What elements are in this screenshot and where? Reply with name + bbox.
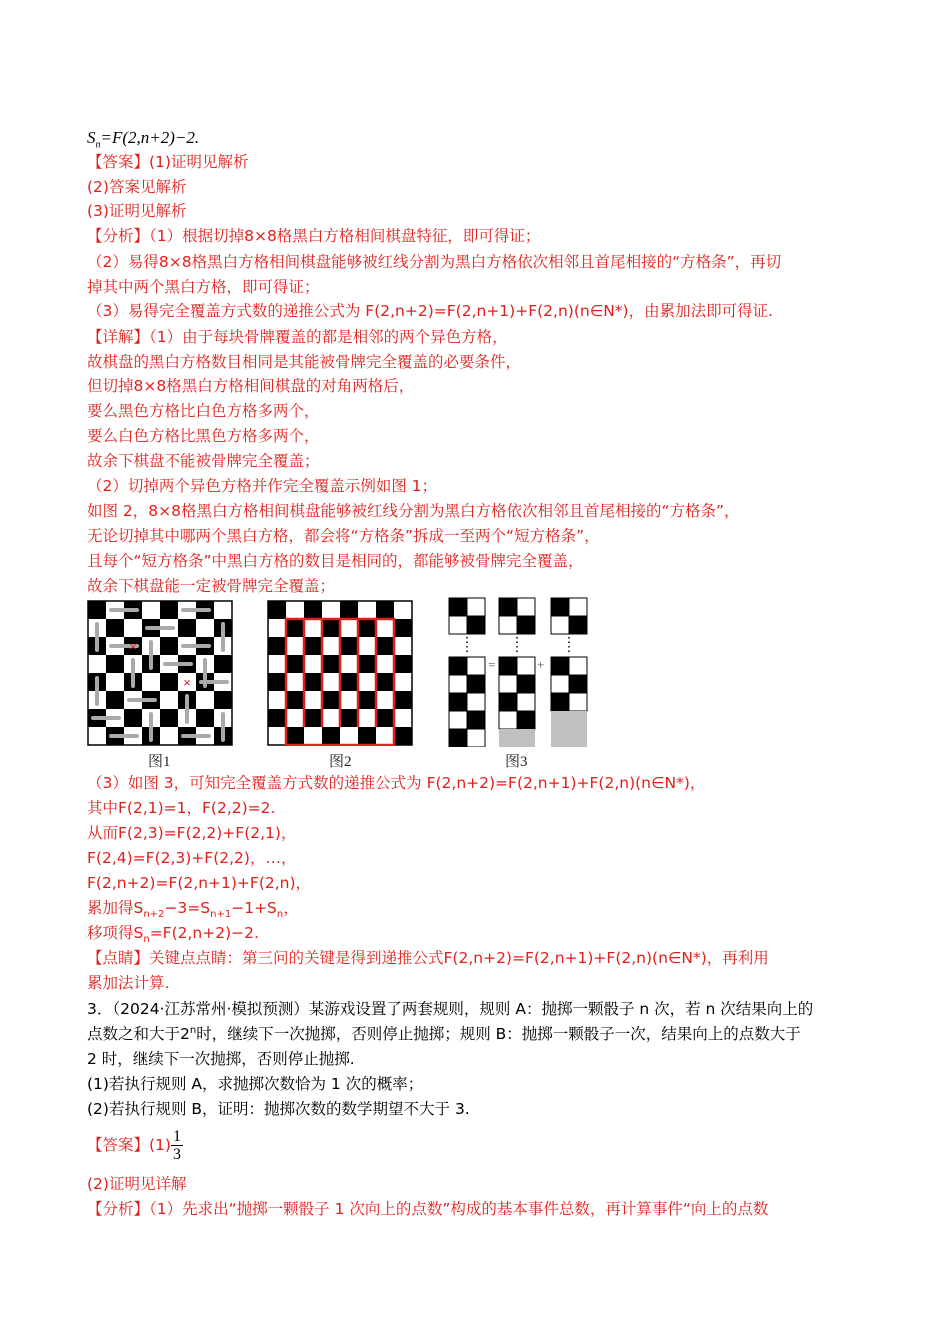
answer-line: (2)证明见详解 bbox=[87, 1175, 187, 1193]
detail-line: 如图 2，8×8格黑白方格相间棋盘能够被红线分割为黑白方格依次相邻且首尾相接的“方格条”， bbox=[87, 502, 740, 520]
black-square bbox=[394, 655, 412, 673]
strip-cell bbox=[551, 693, 569, 711]
figure-3-label: 图3 bbox=[505, 754, 528, 770]
black-square bbox=[106, 655, 124, 673]
black-square bbox=[394, 691, 412, 709]
strip-cell bbox=[551, 675, 569, 693]
strip-cell bbox=[517, 598, 535, 616]
strip-cell bbox=[517, 616, 535, 634]
black-square bbox=[286, 691, 304, 709]
black-square bbox=[268, 601, 286, 619]
detail-line: （3）如图 3，可知完全覆盖方式数的递推公式为 F(2,n+2)=F(2,n+1)+F(2,n)(n∈N*)， bbox=[87, 774, 706, 792]
detail-line: 【详解】（1）由于每块骨牌覆盖的都是相邻的两个异色方格， bbox=[87, 328, 508, 346]
strip-cell bbox=[551, 657, 569, 675]
black-square bbox=[214, 655, 232, 673]
gray-block bbox=[551, 729, 587, 747]
strip-cell bbox=[449, 693, 467, 711]
strip-cell bbox=[499, 657, 517, 675]
detail-line: 移项得$S_n=F(2,n+2)-2$. bbox=[87, 924, 259, 946]
detail-line: 故棋盘的黑白方格数目相同是其能被骨牌完全覆盖的必要条件， bbox=[87, 353, 522, 371]
black-square bbox=[358, 727, 376, 745]
strip-cell bbox=[449, 598, 467, 616]
answer-line: (2)答案见解析 bbox=[87, 178, 187, 196]
strip-cell bbox=[499, 711, 517, 729]
black-square bbox=[304, 637, 322, 655]
figure-1-chessboard bbox=[87, 600, 233, 746]
strip-cell bbox=[499, 616, 517, 634]
question-line: 点数之和大于2$^n$时，继续下一次抛掷，否则停止抛掷；规则 B：抛掷一颗骰子一次，结果向上的点数大于 bbox=[87, 1024, 801, 1043]
black-square bbox=[358, 619, 376, 637]
strip-cell bbox=[449, 711, 467, 729]
detail-line: 要么白色方格比黑色方格多两个， bbox=[87, 427, 320, 445]
detail-line: 故余下棋盘能一定被骨牌完全覆盖； bbox=[87, 577, 336, 595]
analysis-line: （2）易得8×8格黑白方格相间棋盘能够被红线分割为黑白方格依次相邻且首尾相接的“方格条”，再切 bbox=[87, 253, 782, 271]
strip-cell bbox=[467, 598, 485, 616]
analysis-line: 【分析】（1）先求出“抛掷一颗骰子 1 次向上的点数”构成的基本事件总数，再计算事件“向上的点数 bbox=[87, 1200, 769, 1218]
black-square bbox=[322, 655, 340, 673]
fraction-one-third: $\frac{1}{3}$ bbox=[172, 1128, 181, 1163]
figure-2-chessboard bbox=[267, 600, 413, 746]
figure-2-label: 图2 bbox=[329, 754, 352, 770]
text-line: $S_n=F(2,n+2)-2$. bbox=[87, 128, 200, 151]
question-line: 3．（2024·江苏常州·模拟预测）某游戏设置了两套规则，规则 A：抛掷一颗骰子 n 次，若 n 次结果向上的 bbox=[87, 1000, 814, 1018]
figure-1-label: 图1 bbox=[148, 754, 171, 770]
black-square bbox=[358, 655, 376, 673]
strip-cell bbox=[467, 729, 485, 747]
strip-cell bbox=[517, 711, 535, 729]
detail-line: 故余下棋盘不能被骨牌完全覆盖； bbox=[87, 452, 320, 470]
black-square bbox=[268, 637, 286, 655]
strip-cell bbox=[499, 693, 517, 711]
gray-block bbox=[499, 729, 535, 747]
strip-cell bbox=[569, 657, 587, 675]
black-square bbox=[106, 691, 124, 709]
black-square bbox=[286, 655, 304, 673]
black-square bbox=[304, 601, 322, 619]
detail-line: 无论切掉其中哪两个黑白方格，都会将“方格条”拆成一至两个“短方格条”， bbox=[87, 527, 600, 545]
black-square bbox=[286, 619, 304, 637]
black-square bbox=[88, 601, 106, 619]
strip-cell bbox=[569, 693, 587, 711]
gray-block bbox=[551, 711, 587, 729]
strip-cell bbox=[449, 616, 467, 634]
answer-line: 【答案】(1)证明见解析 bbox=[87, 153, 249, 171]
detail-line: （2）切掉两个异色方格并作完全覆盖示例如图 1； bbox=[87, 477, 438, 495]
black-square bbox=[340, 637, 358, 655]
detail-line: F(2,4)=F(2,3)+F(2,2)，…， bbox=[87, 849, 297, 867]
strip-cell bbox=[467, 693, 485, 711]
black-square bbox=[340, 673, 358, 691]
analysis-line: （3）易得完全覆盖方式数的递推公式为 F(2,n+2)=F(2,n+1)+F(2,n)(n∈N*)，由累加法即可得证. bbox=[87, 302, 774, 320]
strip-cell bbox=[569, 598, 587, 616]
black-square bbox=[160, 637, 178, 655]
detail-line: 要么黑色方格比白色方格多两个， bbox=[87, 402, 320, 420]
strip-cell bbox=[499, 598, 517, 616]
question-line: (1)若执行规则 A，求抛掷次数恰为 1 次的概率； bbox=[87, 1075, 424, 1093]
black-square bbox=[124, 709, 142, 727]
question-line: 2 时，继续下一次抛掷，否则停止抛掷. bbox=[87, 1050, 355, 1068]
analysis-line: 掉其中两个黑白方格，即可得证； bbox=[87, 278, 320, 296]
equals-sign: = bbox=[488, 657, 496, 672]
black-square bbox=[178, 619, 196, 637]
detail-line: 但切掉8×8格黑白方格相间棋盘的对角两格后， bbox=[87, 377, 415, 395]
black-square bbox=[304, 673, 322, 691]
answer-line: 【答案】(1) $\frac{1}{3}$ bbox=[87, 1128, 181, 1163]
black-square bbox=[196, 709, 214, 727]
strip-cell bbox=[467, 616, 485, 634]
strip-cell bbox=[467, 657, 485, 675]
black-square bbox=[340, 601, 358, 619]
strip-cell bbox=[449, 657, 467, 675]
plus-sign: + bbox=[537, 657, 545, 672]
black-square bbox=[160, 673, 178, 691]
strip-cell bbox=[467, 711, 485, 729]
black-square bbox=[358, 691, 376, 709]
black-square bbox=[160, 709, 178, 727]
black-square bbox=[322, 619, 340, 637]
black-square bbox=[394, 619, 412, 637]
strip-cell bbox=[449, 675, 467, 693]
detail-line: 累加得$S_{n+2}-3=S_{n+1}-1+S_n$， bbox=[87, 899, 299, 921]
strip-cell bbox=[551, 598, 569, 616]
black-square bbox=[376, 709, 394, 727]
black-square bbox=[286, 727, 304, 745]
strip-cell bbox=[517, 693, 535, 711]
strip-cell bbox=[569, 675, 587, 693]
black-square bbox=[268, 673, 286, 691]
detail-line: 从而F(2,3)=F(2,2)+F(2,1)， bbox=[87, 824, 297, 842]
answer-line: (3)证明见解析 bbox=[87, 202, 187, 220]
black-square bbox=[322, 727, 340, 745]
black-square bbox=[340, 709, 358, 727]
strip-cell bbox=[517, 657, 535, 675]
detail-line: 且每个“短方格条”中黑白方格的数目是相同的，都能够被骨牌完全覆盖， bbox=[87, 552, 584, 570]
black-square bbox=[376, 637, 394, 655]
black-square bbox=[376, 673, 394, 691]
black-square bbox=[106, 619, 124, 637]
tip-line: 累加法计算. bbox=[87, 974, 170, 992]
strip-cell bbox=[499, 675, 517, 693]
question-line: (2)若执行规则 B，证明：抛掷次数的数学期望不大于 3. bbox=[87, 1100, 470, 1118]
black-square bbox=[394, 727, 412, 745]
detail-line: 其中F(2,1)=1，F(2,2)=2. bbox=[87, 799, 276, 817]
detail-line: F(2,n+2)=F(2,n+1)+F(2,n)， bbox=[87, 874, 312, 892]
black-square bbox=[322, 691, 340, 709]
strip-cell bbox=[551, 616, 569, 634]
black-square bbox=[376, 601, 394, 619]
cut-mark: × bbox=[129, 639, 137, 654]
strip-cell bbox=[467, 675, 485, 693]
analysis-line: 【分析】（1）根据切掉8×8格黑白方格相间棋盘特征，即可得证； bbox=[87, 227, 541, 245]
black-square bbox=[268, 709, 286, 727]
cut-mark: × bbox=[183, 675, 191, 690]
tip-line: 【点睛】关键点点睛：第三问的关键是得到递推公式F(2,n+2)=F(2,n+1)+F(2,n)(n∈N*)，再利用 bbox=[87, 949, 769, 967]
black-square bbox=[304, 709, 322, 727]
black-square bbox=[214, 691, 232, 709]
strip-cell bbox=[449, 729, 467, 747]
figure-3-strips bbox=[448, 597, 590, 747]
strip-cell bbox=[569, 616, 587, 634]
strip-cell bbox=[517, 675, 535, 693]
black-square bbox=[160, 601, 178, 619]
